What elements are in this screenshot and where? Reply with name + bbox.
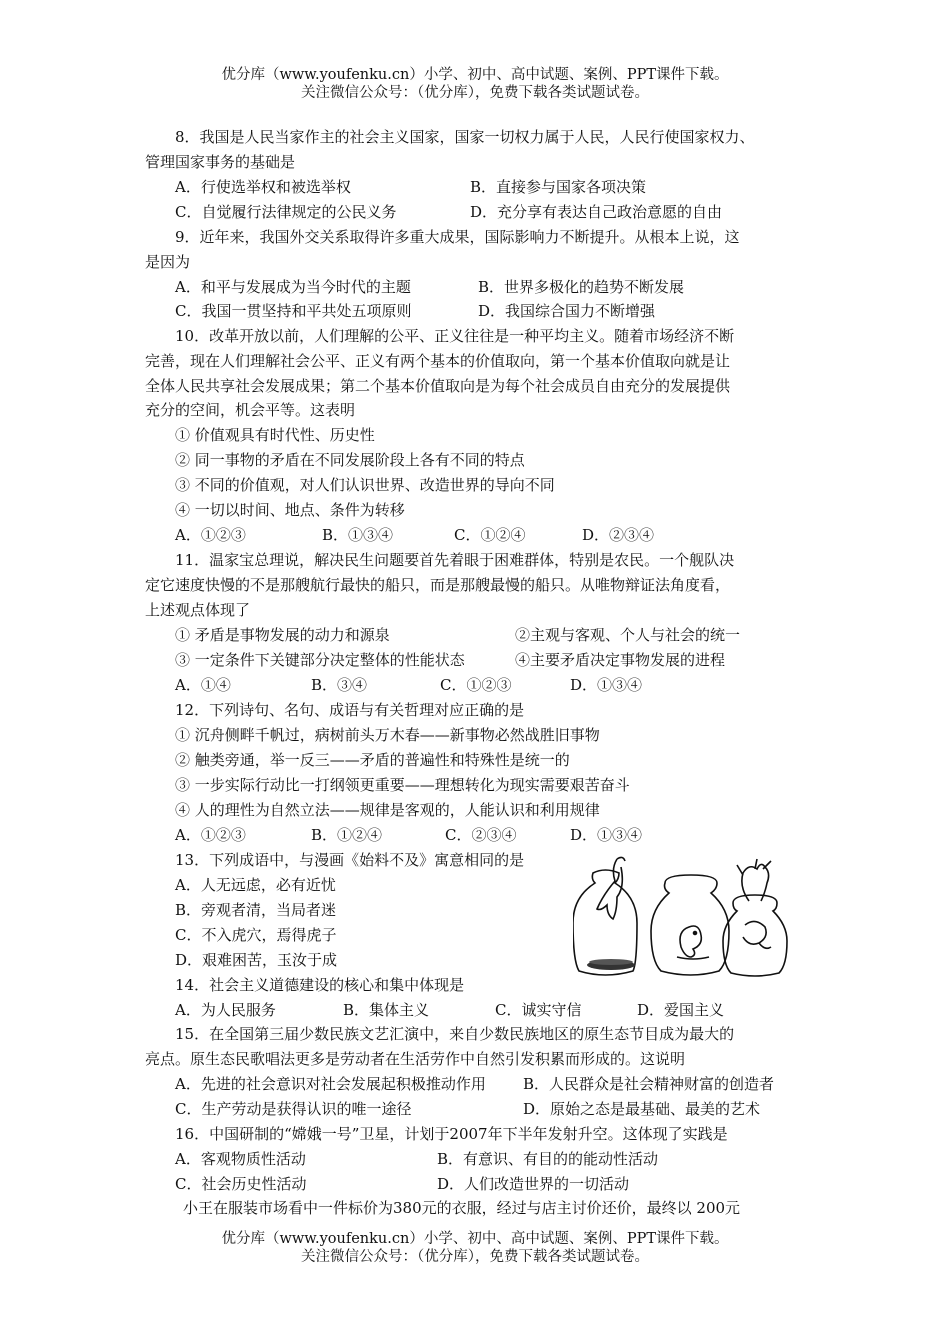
q13-option-a: A．人无远虑，必有近忧 [175,876,336,894]
q12-option-d: D．①③④ [570,826,643,844]
q11-option-a: A．①④ [175,676,231,694]
q9-option-a: A．和平与发展成为当今时代的主题 [175,278,411,296]
q10-stem-line-3: 全体人民共享社会发展成果；第二个基本价值取向是为每个社会成员自由充分的发展提供 [145,377,731,395]
q16-option-b: B．有意识、有目的的能动性活动 [437,1150,659,1168]
q10-statement-2: ② 同一事物的矛盾在不同发展阶段上各有不同的特点 [175,451,525,469]
next-question-fragment: 小王在服装市场看中一件标价为380元的衣服，经过与店主讨价还价，最终以 200元 [183,1199,741,1217]
q15-option-c: C．生产劳动是获得认识的唯一途径 [175,1100,412,1118]
q11-stem-line-2: 定它速度快慢的不是那艘航行最快的船只，而是那艘最慢的船只。从唯物辩证法角度看， [145,576,731,594]
q14-option-d: D．爱国主义 [637,1001,725,1019]
q11-statement-3: ③ 一定条件下关键部分决定整体的性能状态 [175,651,465,669]
q11-option-c: C．①②③ [440,676,512,694]
jar-2 [651,875,729,975]
q12-option-b: B．①②④ [311,826,383,844]
q16-option-a: A．客观物质性活动 [175,1150,306,1168]
q8-stem-line-1: 8．我国是人民当家作主的社会主义国家，国家一切权力属于人民，人民行使国家权力、 [175,128,755,146]
q9-option-b: B．世界多极化的趋势不断发展 [478,278,685,296]
q15-option-b: B．人民群众是社会精神财富的创造者 [523,1075,775,1093]
q16-option-d: D．人们改造世界的一切活动 [437,1175,630,1193]
q10-option-b: B．①③④ [322,526,394,544]
q12-statement-3: ③ 一步实际行动比一打纲领更重要——理想转化为现实需要艰苦奋斗 [175,776,630,794]
q12-option-a: A．①②③ [175,826,246,844]
jar-1-seeds [587,959,635,970]
q10-option-c: C．①②④ [454,526,526,544]
q10-stem-line-4: 充分的空间，机会平等。这表明 [145,401,356,419]
q15-option-d: D．原始之态是最基础、最美的艺术 [523,1100,761,1118]
q8-option-b: B．直接参与国家各项决策 [470,178,647,196]
q9-option-c: C．我国一贯坚持和平共处五项原则 [175,302,412,320]
q10-option-a: A．①②③ [175,526,246,544]
q16-stem: 16．中国研制的“嫦娥一号”卫星，计划于2007年下半年发射升空。这体现了实践是 [175,1125,728,1143]
q12-option-c: C．②③④ [445,826,517,844]
q10-stem-line-2: 完善，现在人们理解社会公平、正义有两个基本的价值取向，第一个基本价值取向就是让 [145,352,731,370]
page-header-line-2: 关注微信公众号：（优分库），免费下载各类试题试卷。 [301,85,649,101]
q9-stem-line-2: 是因为 [145,253,191,271]
q15-option-a: A．先进的社会意识对社会发展起积极推动作用 [175,1075,486,1093]
q8-stem-line-2: 管理国家事务的基础是 [145,153,296,171]
q11-stem-line-3: 上述观点体现了 [145,601,251,619]
q13-option-d: D．艰难困苦，玉汝于成 [175,951,338,969]
q9-option-d: D．我国综合国力不断增强 [478,302,656,320]
q8-option-a: A．行使选举权和被选举权 [175,178,351,196]
q15-stem-line-1: 15．在全国第三届少数民族文艺汇演中，来自少数民族地区的原生态节目成为最大的 [175,1025,735,1043]
page-footer-line-1: 优分库（www.youfenku.cn）小学、初中、高中试题、案例、PPT课件下载。 [221,1231,729,1247]
q15-stem-line-2: 亮点。原生态民歌唱法更多是劳动者在生活劳作中自然引发积累而形成的。这说明 [145,1050,686,1068]
q12-statement-2: ② 触类旁通，举一反三——矛盾的普遍性和特殊性是统一的 [175,751,570,769]
q16-option-c: C．社会历史性活动 [175,1175,307,1193]
q13-option-b: B．旁观者清，当局者迷 [175,901,337,919]
q12-stem: 12．下列诗句、名句、成语与有关哲理对应正确的是 [175,701,525,719]
q14-option-b: B．集体主义 [343,1001,430,1019]
q11-stem-line-1: 11．温家宝总理说，解决民生问题要首先着眼于困难群体，特别是农民。一个舰队决 [175,551,735,569]
q10-stem-line-1: 10．改革开放以前，人们理解的公平、正义往往是一种平均主义。随着市场经济不断 [175,327,735,345]
q11-statement-4: ④主要矛盾决定事物发展的进程 [515,651,726,669]
q11-statement-1: ① 矛盾是事物发展的动力和源泉 [175,626,390,644]
q12-statement-1: ① 沉舟侧畔千帆过，病树前头万木春——新事物必然战胜旧事物 [175,726,600,744]
page-header-line-1: 优分库（www.youfenku.cn）小学、初中、高中试题、案例、PPT课件下载。 [221,67,729,83]
q14-option-a: A．为人民服务 [175,1001,276,1019]
q8-option-c: C．自觉履行法律规定的公民义务 [175,203,397,221]
q11-option-b: B．③④ [311,676,368,694]
page-footer-line-2: 关注微信公众号：（优分库），免费下载各类试题试卷。 [301,1249,649,1265]
cartoon-jars-image [573,855,793,980]
q10-option-d: D．②③④ [582,526,655,544]
q12-statement-4: ④ 人的理性为自然立法——规律是客观的，人能认识和利用规律 [175,801,600,819]
q14-option-c: C．诚实守信 [495,1001,582,1019]
q13-stem: 13．下列成语中，与漫画《始料不及》寓意相同的是 [175,851,525,869]
q10-statement-3: ③ 不同的价值观，对人们认识世界、改造世界的导向不同 [175,476,555,494]
q14-stem: 14．社会主义道德建设的核心和集中体现是 [175,976,465,994]
q8-option-d: D．充分享有表达自己政治意愿的自由 [470,203,723,221]
q11-option-d: D．①③④ [570,676,643,694]
q13-option-c: C．不入虎穴，焉得虎子 [175,926,337,944]
jar-1 [573,857,637,975]
q11-statement-2: ②主观与客观、个人与社会的统一 [515,626,741,644]
q10-statement-4: ④ 一切以时间、地点、条件为转移 [175,501,405,519]
jar-3 [723,859,787,976]
q9-stem-line-1: 9．近年来，我国外交关系取得许多重大成果，国际影响力不断提升。从根本上说，这 [175,228,740,246]
q10-statement-1: ① 价值观具有时代性、历史性 [175,426,375,444]
